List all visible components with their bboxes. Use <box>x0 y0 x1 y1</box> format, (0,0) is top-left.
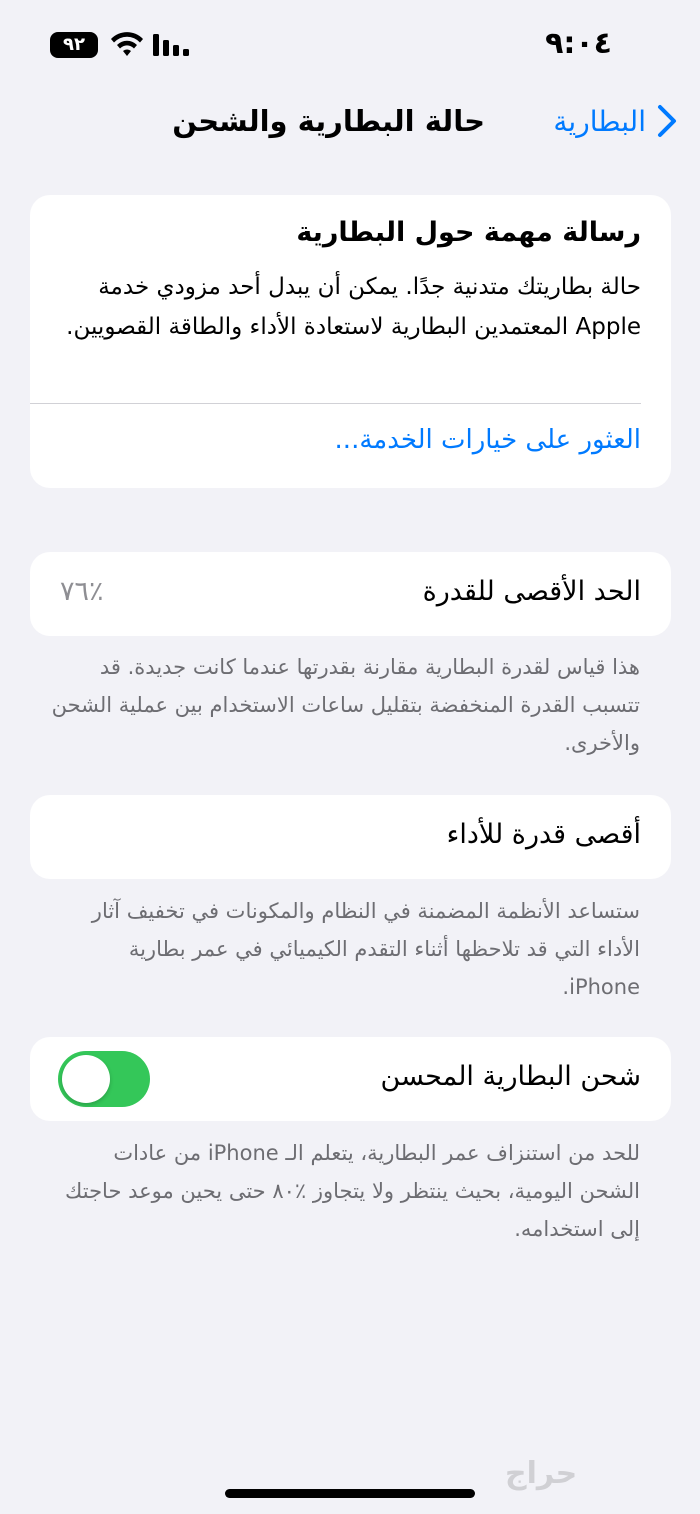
optimized-charging-footnote: للحد من استنزاف عمر البطارية، يتعلم الـ iPhone من عادات الشحن اليومية، بحيث ينتظر ولا يتجاوز ٪٨٠ حتى يحين موعد حاجتك إلى استخدامه. <box>65 1141 640 1241</box>
back-button-label: البطارية <box>553 104 646 138</box>
watermark-logo: حراج <box>505 1456 578 1491</box>
cellular-signal-icon <box>152 32 190 58</box>
divider <box>30 403 641 404</box>
optimized-charging-toggle[interactable] <box>58 1051 150 1107</box>
optimized-charging-row <box>30 1037 671 1121</box>
maximum-capacity-row <box>30 552 671 636</box>
navigation-bar <box>0 100 700 150</box>
battery-alert-card <box>30 195 671 488</box>
chevron-left-icon <box>656 104 678 138</box>
alert-body: حالة بطاريتك متدنية جدًا. يمكن أن يبدل أحد مزودي خدمة Apple المعتمدين البطارية لاستعادة الأداء والطاقة القصويين. <box>66 274 641 340</box>
optimized-charging-label: شحن البطارية المحسن <box>380 1061 641 1092</box>
peak-performance-label: أقصى قدرة للأداء <box>446 819 641 850</box>
peak-performance-footnote: ستساعد الأنظمة المضمنة في النظام والمكونات في تخفيف آثار الأداء التي قد تلاحظها أثناء التقدم الكيميائي في عمر بطارية iPhone. <box>91 899 640 999</box>
status-time: ٩:٠٤ <box>545 26 612 61</box>
maximum-capacity-label: الحد الأقصى للقدرة <box>422 576 641 607</box>
toggle-knob <box>62 1055 110 1103</box>
maximum-capacity-value: ٪٧٦ <box>60 576 104 607</box>
status-bar <box>0 22 700 72</box>
alert-title: رسالة مهمة حول البطارية <box>296 217 641 248</box>
battery-icon: ٩٢ <box>50 32 98 58</box>
peak-performance-row <box>30 795 671 879</box>
page-title: حالة البطارية والشحن <box>172 104 485 138</box>
home-indicator[interactable] <box>225 1489 475 1498</box>
back-button[interactable] <box>553 104 678 138</box>
maximum-capacity-footnote: هذا قياس لقدرة البطارية مقارنة بقدرتها عندما كانت جديدة. قد تتسبب القدرة المنخفضة بتقليل ساعات الاستخدام بين عملية الشحن والأخرى. <box>51 655 640 755</box>
find-service-options-link[interactable]: العثور على خيارات الخدمة... <box>334 425 641 455</box>
wifi-icon <box>110 32 144 58</box>
